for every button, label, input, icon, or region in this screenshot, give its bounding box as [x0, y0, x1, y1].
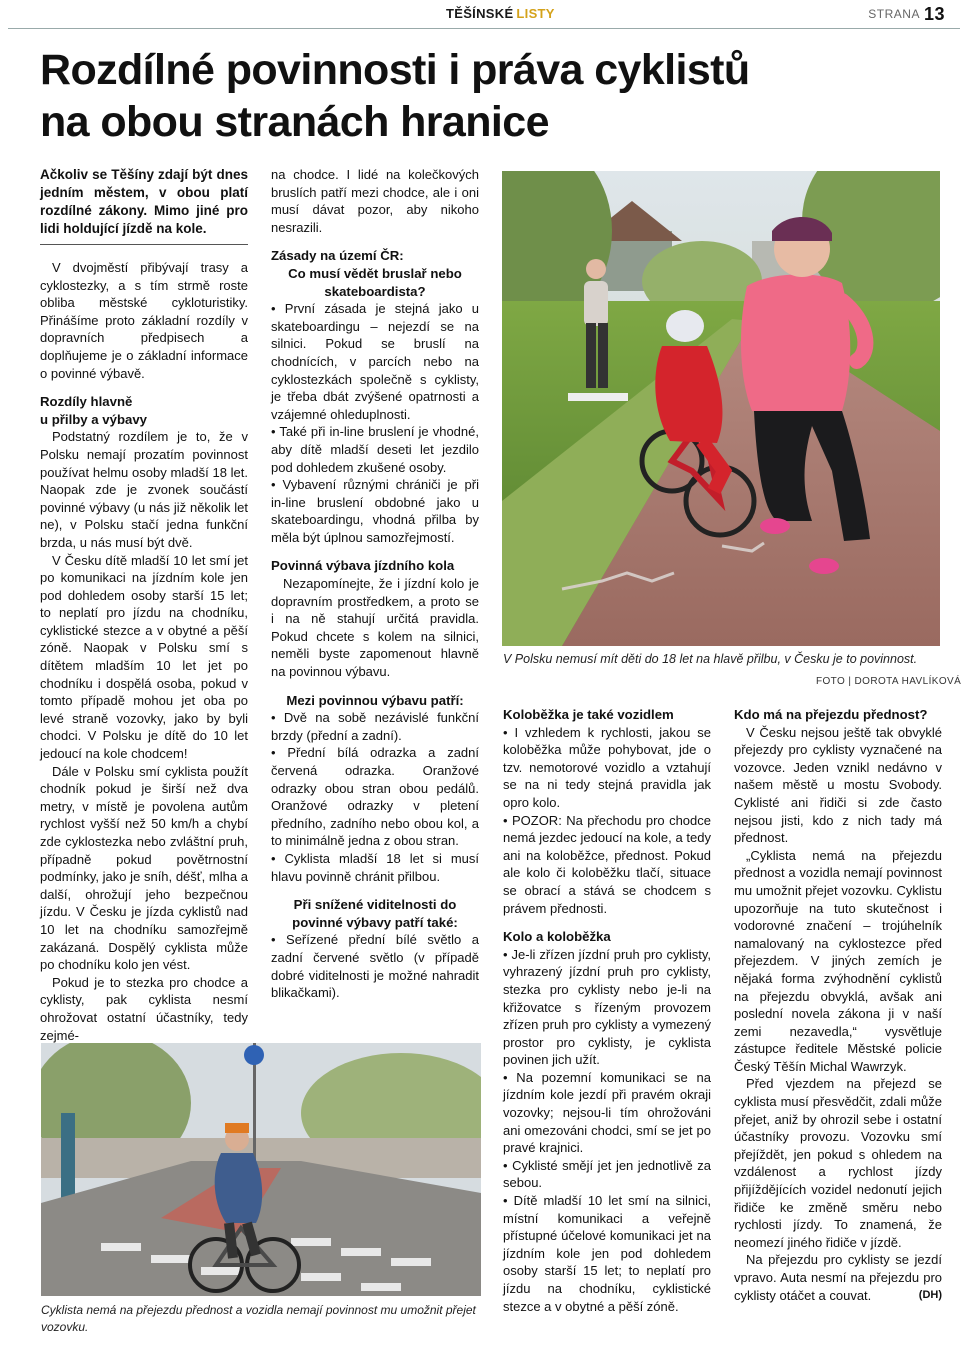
author-signature: (DH): [918, 1288, 942, 1301]
bullet-item: • Přední bílá odrazka a zadní červená odrazka. Oranžové odrazky obou stran obou pedálů. Oranžové odrazky v pletení předního, zadního nebo obou kol, a to minimálně jedna z obou stran.: [271, 745, 479, 849]
paragraph: Na přejezdu pro cyklisty se jezdí vpravo. Auta nesmí na přejezdu pro cyklisty otáčet a couvat. (DH): [734, 1252, 942, 1303]
subheading: Kolo a koloběžka: [503, 929, 611, 945]
subheading: Zásady na území ČR:: [271, 248, 404, 264]
paragraph: Dále v Polsku smí cyklista použít chodník pokud je širší než dva metry, v místě je povolena autům rychlost vyšší než 50 km/h a chybí zde cyklostezka nebo zvláštní pruh, případně pokud povětrnostní podmínky, jako je sníh, déšť, mlha a další, ohrožují jeho bezpečnou jízdu. V Česku je jízda cyklistů nad 10 let na chodníku samozřejmě zakázaná. Dospělý cyklista může po chodníku kolo jen vést.: [40, 763, 248, 973]
page-header: [0, 6, 965, 28]
bullet-item: • POZOR: Na přechodu pro chodce nemá jezdec jedoucí na kole, a tedy ani na koloběžce, přednost. Pokud ale kolo či koloběžku tlačí, situace se obrací a stává se chodcem s právem přednosti.: [503, 812, 711, 916]
bullet-item: • Dítě mladší 10 let smí na silnici, místní komunikaci a veřejně přístupné účelové komunikaci jet na jízdním kole jen pod dohledem osoby starší 15 let; to neplatí pro jízdu na chodníku, cyklistické stezce a v obytné a pěší zóně.: [503, 1193, 711, 1314]
photo-caption-top: V Polsku nemusí mít děti do 18 let na hlavě přilbu, v Česku je to povinnost.: [503, 652, 918, 666]
column-2: [271, 166, 479, 1002]
bullet-item: • Na pozemní komunikaci se na jízdním kole jezdí při pravém okraji vozovky; nejsou-li tím ohrožováni ani omezováni chodci, smí se jet po pravé krajnici.: [503, 1069, 711, 1156]
photo-credit: FOTO | DOROTA HAVLÍKOVÁ: [816, 676, 962, 687]
paragraph: na chodce. I lidé na kolečkových bruslích patří mezi chodce, ale i oni musí dávat pozor, aby nikoho nesrazili.: [271, 167, 479, 235]
bullet-item: • Je-li zřízen jízdní pruh pro cyklisty, vyhrazený jízdní pruh pro cyklisty, stezka pro cyklisty nebo je-li na křižovatce s řízeným provozem zřízen pruh pro cyklisty a vymezený prostor pro cyklisty, je cyklista povinen jich užít.: [503, 946, 711, 1068]
paragraph: V Česku nejsou ještě tak obvyklé přejezdy pro cyklisty vyznačené na vozovce. Jeden vznikl nedávno v našem městě u mostu Svobody. Cyklisté ani řidiči si zde často nejsou jisti, kdo z nich tady má přednost.: [734, 724, 942, 846]
paragraph: Podstatný rozdílem je to, že v Polsku nemají prozatím povinnost používat helmu osoby mladší 18 let. Naopak zde je zvonek součástí povinné výbavy (u nás již několik let ne), v Polsku stačí jedna funkční brzda, u nás musí být dvě.: [40, 429, 248, 550]
bullet-item: • Cyklisté smějí jet jen jednotlivě za sebou.: [503, 1157, 711, 1191]
intro-paragraph: V dvojměstí přibývají trasy a cyklostezky, a s tím strmě roste obliba městské cykloturistiky. Přinášíme proto základní rozdíly v dopravních předpisech a doplňujeme je o základní informace o povinné výbavě.: [40, 260, 248, 381]
photo-cyclists-park: [502, 171, 940, 646]
headline: Rozdílné povinnosti i práva cyklistů na obou stranách hranice: [40, 46, 750, 146]
publication-name: TĚŠÍNSKÉ LISTY: [446, 6, 555, 21]
paragraph: Před vjezdem na přejezd se cyklista musí přesvědčit, zdali může přejet, aniž by ohrozil sebe i ostatní účastníky provozu. Vozovku smí přejíždět, jen pokud s ohledem na vzdálenost a rychlost jízdy přijíždějících vozidel nedonutí jejich řidiče ke změně směru nebo rychlosti jízdy. To znamená, že neomezí jiného řidiče v jízdě.: [734, 1076, 942, 1250]
crossing-photo-illustration: [41, 1043, 481, 1296]
column-3: [503, 706, 711, 1315]
page-number: STRANA 13: [868, 4, 945, 24]
photo-caption-bottom: Cyklista nemá na přejezdu přednost a vozidla nemají povinnost mu umožnit přejet vozovku.: [41, 1303, 476, 1334]
bullet-item: • Cyklista mladší 18 let si musí hlavu povinně chránit přilbou.: [271, 850, 479, 884]
paragraph: Pokud je to stezka pro chodce a cyklisty, pak cyklista nesmí ohrožovat ostatní účastníky, tedy zejmé-: [40, 974, 248, 1043]
photo-cyclist-crossing: [41, 1043, 481, 1296]
bullet-item: • Dvě na sobě nezávislé funkční brzdy (přední a zadní).: [271, 710, 479, 743]
column-4: [734, 706, 942, 1304]
subheading: Co musí vědět bruslař nebo skateboardista?: [288, 265, 462, 299]
subheading: Kdo má na přejezdu přednost?: [734, 707, 928, 722]
paragraph: Nezapomínejte, že i jízdní kolo je dopravním prostředkem, a proto se i na ně stahují určitá pravidla. Pokud chcete s kolem na silnici, neměli byste zapomenout hlavně na povinnou výbavu.: [271, 576, 479, 680]
header-divider: [8, 28, 960, 29]
subheading: Při snížené viditelnosti do povinné výbavy patří také:: [292, 897, 458, 930]
bullet-item: • První zásada je stejná jako u skateboardingu – nejezdí se na silnici. Pokud se bruslí na chodnících, v parcích nebo na cyklostezkách společně s cyklisty, je třeba dbát zvýšené opatrnosti a vzájemné ohleduplnosti.: [271, 301, 479, 422]
park-photo-illustration: [502, 171, 940, 646]
bullet-item: • Vybavení různými chrániči je při in-line bruslení obdobné jako u skateboardingu, vhodná přilba by měla být úplnou samozřejmostí.: [271, 477, 479, 545]
paragraph: „Cyklista nemá na přejezdu přednost a vozidla nemají povinnost mu umožnit přejet vozovku. Cyklistu upozorňuje na tuto skutečnost i vodorovné značení – trojúhelník namalovaný na cyklostezce před přejezdem. V jiných zemích je nějaká forma zvýhodnění cyklistů na přejezdu obvyklá, avšak ani poslední novela zákona ji v naší zemi nezavedla,“ vysvětluje zástupce ředitele Městské policie Český Těšín Michal Wawrzyk.: [734, 847, 942, 1074]
subheading: Koloběžka je také vozidlem: [503, 707, 674, 722]
column-1: [40, 166, 248, 1044]
lead-divider: [40, 244, 248, 245]
bullet-item: • I vzhledem k rychlosti, jakou se koloběžka může pohybovat, jde o tzv. nemotorové vozidlo a vztahují se na ni tedy stejná pravidla jak opro kolo.: [503, 724, 711, 810]
lead-paragraph: Ačkoliv se Těšíny zdají být dnes jedním městem, v obou platí rozdílné zákony. Mimo jiné pro lidi holdující jízdě na kole.: [40, 167, 248, 236]
bullet-item: • Seřízené přední bílé světlo a zadní červené světlo (v případě dobré viditelnosti je možné nahradit blikačkami).: [271, 932, 479, 1001]
subheading: Mezi povinnou výbavu patří:: [286, 692, 464, 708]
subheading: Povinná výbava jízdního kola: [271, 558, 455, 574]
paragraph: V Česku dítě mladší 10 let smí jet po komunikaci na jízdním kole jen pod dohledem osoby starší 15 let; to neplatí pro jízdu na chodníku, cyklistické stezce a v obytné a pěší zóně. Naopak v Polsku smí s dítětem mladším 10 let jet po chodníku i dospělá osoba, pokud v tomto případě mohou jet oba po levé straně vozovky, jako by byli chodci. V Polsku je dítě do 10 let jedoucí na kole chodcem!: [40, 552, 248, 762]
bullet-item: • Také při in-line bruslení je vhodné, aby dítě mladší deseti let jezdilo pod dohledem zkušené osoby.: [271, 424, 479, 475]
subheading: Rozdíly hlavně u přilby a výbavy: [40, 394, 148, 427]
